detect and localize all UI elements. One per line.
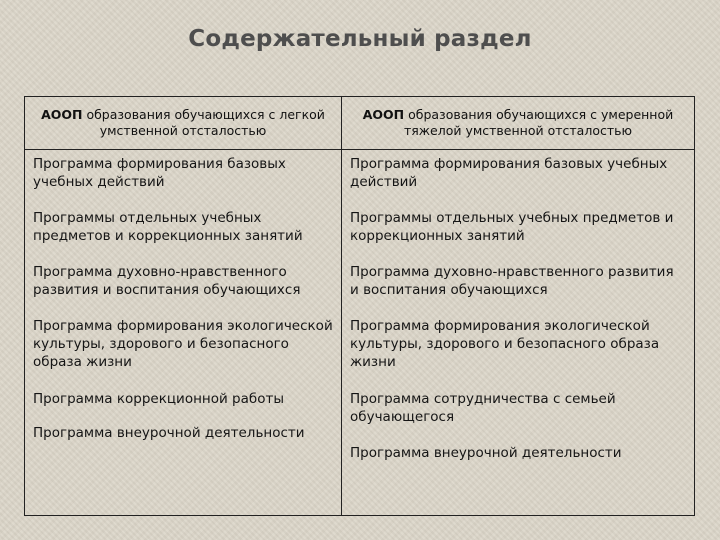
header-text: образования обучающихся с умеренной тяжелой умственной отсталостью [403, 107, 674, 138]
list-item: Программа внеурочной деятельности [33, 425, 305, 441]
list-item: Программа формирования экологической культуры, здорового и безопасного образа жизни [33, 318, 333, 370]
column-header-light [25, 97, 341, 150]
column-light [25, 97, 342, 515]
header-abbr: АООП [362, 107, 405, 122]
list-item: Программа духовно-нравственного развития и воспитания обучающихся [33, 264, 301, 298]
column-moderate [342, 97, 694, 515]
slide-title: Содержательный раздел [188, 26, 532, 52]
header-abbr: АООП [41, 107, 83, 122]
content-table [24, 96, 695, 516]
list-item: Программа формирования экологической культуры, здорового и безопасного образа жизни [350, 318, 660, 370]
column-header-moderate [342, 97, 694, 150]
list-item: Программа сотрудничества с семьей обучающегося [350, 391, 616, 425]
list-item: Программа коррекционной работы [33, 391, 285, 407]
list-item: Программы отдельных учебных предметов и коррекционных занятий [350, 210, 674, 244]
list-item: Программа формирования базовых учебных действий [350, 156, 668, 190]
header-text: образования обучающихся с легкой умственной отсталостью [82, 107, 325, 138]
list-item: Программа духовно-нравственного развития и воспитания обучающихся [350, 264, 674, 298]
list-item: Программа формирования базовых учебных действий [33, 156, 286, 190]
list-item: Программа внеурочной деятельности [350, 445, 622, 461]
list-item: Программы отдельных учебных предметов и коррекционных занятий [33, 210, 303, 244]
